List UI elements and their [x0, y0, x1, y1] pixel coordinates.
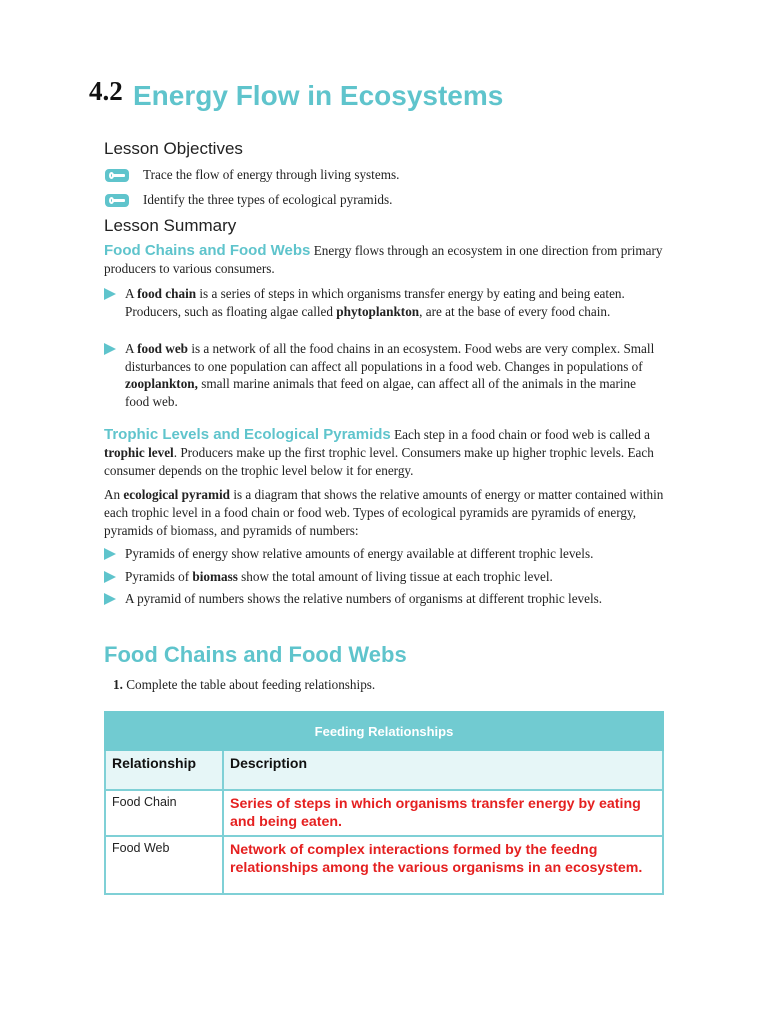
- objective-text: Identify the three types of ecological pyramids.: [143, 192, 393, 207]
- pyramid-text: is a diagram that shows the relative amounts of energy or matter contained within each trophic level in a food chain or food web. Types of ecological pyramids are pyramids of energy, pyramids of biomass, and pyramids of numbers:: [104, 487, 664, 538]
- trophic-lead: Trophic Levels and Ecological Pyramids: [104, 426, 391, 443]
- column-header: Relationship: [105, 750, 223, 790]
- term: zooplankton,: [125, 376, 198, 391]
- bullet-text: small marine animals that feed on algae, can affect all of the animals in the marine food web.: [125, 376, 636, 409]
- term: food chain: [137, 286, 197, 301]
- bullet-text: is a series of steps in which organisms transfer energy by eating and being eaten. Producers, such as floating algae called: [125, 286, 625, 319]
- trophic-paragraph: [104, 426, 664, 480]
- relationship-cell: Food Chain: [105, 790, 223, 836]
- pyramid-paragraph: [104, 486, 664, 540]
- pyramid-text: An: [104, 487, 124, 502]
- bullet-text: A pyramid of numbers shows the relative numbers of organisms at different trophic levels.: [125, 591, 603, 606]
- triangle-bullet-icon: [104, 593, 116, 605]
- bullet-text: , are at the base of every food chain.: [419, 303, 611, 319]
- term: ecological pyramid: [123, 487, 231, 502]
- description-cell: Network of complex interactions formed by the feedng relationships among the various organisms in an ecosystem.: [223, 836, 663, 894]
- table-row: [105, 836, 663, 894]
- section-heading: Food Chains and Food Webs: [104, 642, 407, 667]
- bullet-text: show the total amount of living tissue at each trophic level.: [237, 569, 553, 584]
- bullet-text: A: [125, 286, 138, 301]
- bullet-text: Pyramids of energy show relative amounts of energy available at different trophic levels.: [125, 546, 594, 561]
- bullet-item: [104, 340, 655, 410]
- objectives-heading: Lesson Objectives: [104, 139, 243, 158]
- question-number: 1.: [113, 677, 123, 692]
- feeding-relationships-table: [104, 711, 664, 895]
- objective-item: [105, 192, 392, 208]
- bullet-text: A: [125, 341, 138, 356]
- triangle-bullet-icon: [104, 343, 116, 355]
- bullet-item: [104, 545, 655, 563]
- term: trophic level: [104, 445, 174, 460]
- triangle-bullet-icon: [104, 571, 116, 583]
- term: food web: [137, 341, 189, 356]
- objective-item: [105, 167, 399, 183]
- bullet-text: Pyramids of: [125, 569, 193, 584]
- relationship-cell: Food Web: [105, 836, 223, 894]
- food-chains-paragraph: [104, 242, 664, 278]
- section-number: 4.2: [89, 76, 123, 106]
- bullet-item: [104, 285, 655, 320]
- term: phytoplankton: [336, 303, 420, 319]
- description-cell: Series of steps in which organisms transfer energy by eating and being eaten.: [223, 790, 663, 836]
- objective-text: Trace the flow of energy through living systems.: [143, 167, 400, 182]
- key-icon: [105, 194, 129, 207]
- page-title: Energy Flow in Ecosystems: [133, 80, 504, 111]
- triangle-bullet-icon: [104, 548, 116, 560]
- trophic-text: . Producers make up the first trophic level. Consumers make up higher trophic levels. Each consumer depends on the trophic level below it for energy.: [104, 445, 654, 478]
- table-row: [105, 790, 663, 836]
- bullet-text: is a network of all the food chains in an ecosystem. Food webs are very complex. Small disturbances to one population can affect all populations in a food web. Changes in populations of: [125, 341, 655, 374]
- column-header: Description: [223, 750, 663, 790]
- food-chains-lead: Food Chains and Food Webs: [104, 242, 311, 259]
- term: biomass: [192, 569, 238, 584]
- triangle-bullet-icon: [104, 288, 116, 300]
- key-icon: [105, 169, 129, 182]
- table-caption: Feeding Relationships: [105, 712, 663, 750]
- question-text: Complete the table about feeding relationships.: [122, 677, 376, 692]
- trophic-text: Each step in a food chain or food web is called a: [390, 427, 651, 442]
- bullet-item: [104, 568, 655, 586]
- question: [113, 677, 375, 693]
- bullet-item: [104, 590, 655, 608]
- summary-heading: Lesson Summary: [104, 216, 237, 235]
- food-chains-text: Energy flows through an ecosystem in one direction from primary producers to various consumers.: [104, 243, 663, 276]
